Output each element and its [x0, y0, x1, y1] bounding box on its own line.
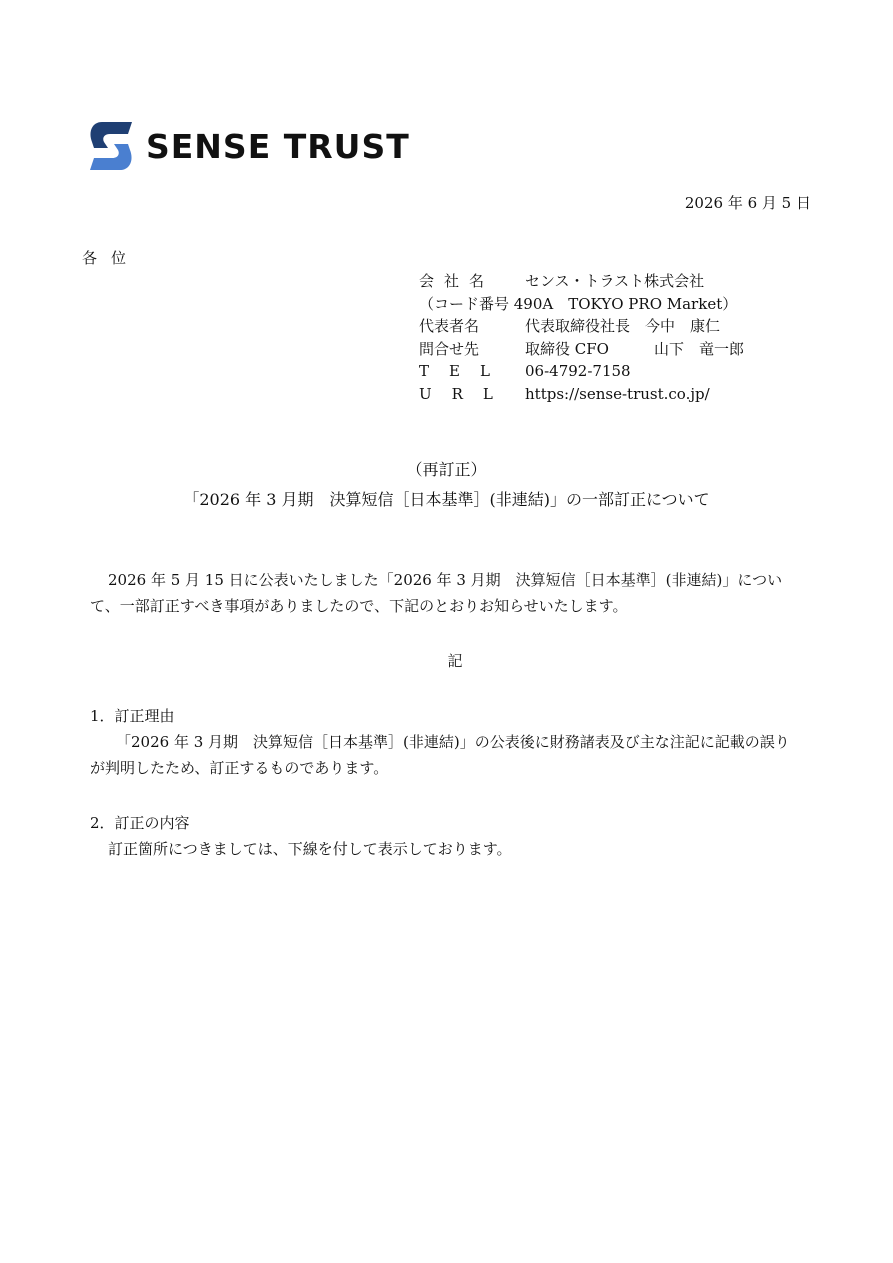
tel-row — [419, 360, 744, 383]
section1-line-2: が判明したため、訂正するものであります。 — [90, 759, 389, 777]
section-correction-content — [90, 810, 512, 862]
code-line: （コード番号 490A TOKYO PRO Market） — [419, 294, 738, 313]
section1-heading: 1．訂正理由 — [90, 707, 175, 725]
logo-text: SENSE TRUST — [146, 126, 410, 166]
tel-label: TEL — [419, 362, 510, 380]
url-value: https://sense-trust.co.jp/ — [525, 384, 710, 403]
section1-line-1: 「2026 年 3 月期 決算短信［日本基準］(非連結)」の公表後に財務諸表及び主な注記に記載の誤り — [116, 733, 790, 751]
ki-marker: 記 — [447, 652, 463, 670]
company-name-label: 会社名 — [419, 272, 495, 290]
section2-heading: 2．訂正の内容 — [90, 814, 190, 832]
document-title — [0, 455, 893, 515]
title-line-2: 「2026 年 3 月期 決算短信［日本基準］(非連結)」の一部訂正について — [183, 490, 710, 509]
section-correction-reason — [90, 703, 790, 781]
title-line-1: （再訂正） — [406, 460, 487, 479]
company-logo — [88, 120, 410, 172]
contact-value: 取締役 CFO 山下 竜一郎 — [525, 339, 744, 358]
intro-paragraph — [90, 567, 810, 619]
company-name-row — [419, 270, 744, 293]
representative-value: 代表取締役社長 今中 康仁 — [525, 317, 721, 335]
company-name-value: センス・トラスト株式会社 — [525, 272, 705, 290]
section2-line-1: 訂正箇所につきましては、下線を付して表示しております。 — [108, 840, 512, 858]
addressee: 各位 — [82, 249, 141, 267]
intro-line-1: 2026 年 5 月 15 日に公表いたしました「2026 年 3 月期 決算短信［日本基準］(非連結)」につい — [108, 571, 783, 589]
contact-label: 問合せ先 — [419, 339, 480, 358]
representative-label: 代表者名 — [419, 317, 480, 335]
tel-value: 06-4792-7158 — [525, 362, 631, 380]
document-date: 2026 年 6 月 5 日 — [684, 194, 811, 212]
url-row — [419, 383, 744, 406]
contact-row — [419, 338, 744, 361]
intro-line-2: て、一部訂正すべき事項がありましたので、下記のとおりお知らせいたします。 — [90, 597, 628, 615]
company-info — [419, 270, 744, 405]
sense-trust-logo-icon — [88, 120, 134, 172]
url-label: URL — [419, 384, 513, 403]
code-row — [419, 293, 744, 316]
representative-row — [419, 315, 744, 338]
